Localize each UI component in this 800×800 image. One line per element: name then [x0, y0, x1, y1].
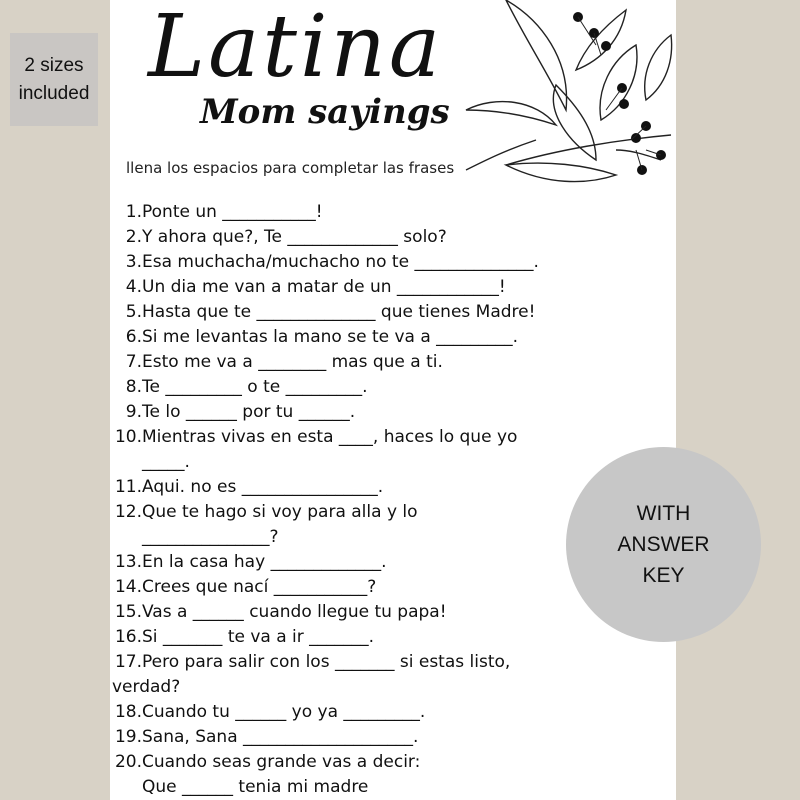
question-row: 8.Te _________ o te _________. — [125, 377, 368, 397]
question-row: 20.Cuando seas grande vas a decir: — [114, 752, 421, 772]
subtitle-instructions: llena los espacios para completar las frases — [126, 159, 455, 177]
question-row: 15.Vas a ______ cuando llegue tu papa! — [114, 602, 447, 622]
title-latina: Latina — [148, 0, 444, 97]
answer-key-line2: ANSWER — [617, 533, 710, 556]
question-row: 5.Hasta que te ______________ que tienes Madre! — [125, 302, 536, 322]
answer-key-badge — [566, 447, 761, 642]
question-continuation: _____. — [142, 452, 190, 472]
question-row: 9.Te lo ______ por tu ______. — [125, 402, 356, 422]
question-continuation: verdad? — [112, 677, 181, 697]
sizes-included-badge — [10, 33, 98, 126]
question-row: 4.Un dia me van a matar de un ____________! — [125, 277, 506, 297]
question-continuation: Que ______ tenia mi madre — [142, 777, 369, 797]
question-row: 12.Que te hago si voy para alla y lo — [114, 502, 418, 522]
question-row: 14.Crees que nací ___________? — [114, 577, 377, 597]
title-mom-sayings: Mom sayings — [200, 92, 450, 132]
question-row: 10.Mientras vivas en esta ____, haces lo que yo — [114, 427, 518, 447]
question-row: 19.Sana, Sana ____________________. — [114, 727, 419, 747]
sizes-badge-line1: 2 sizes — [24, 54, 84, 76]
question-row: 3.Esa muchacha/muchacho no te ______________. — [125, 252, 539, 272]
question-row: 2.Y ahora que?, Te _____________ solo? — [125, 227, 447, 247]
question-row: 6.Si me levantas la mano se te va a _________. — [125, 327, 519, 347]
question-continuation: _______________? — [142, 527, 279, 547]
leaf-branch-illustration — [446, 0, 676, 200]
question-row: 18.Cuando tu ______ yo ya _________. — [114, 702, 426, 722]
answer-key-line3: KEY — [642, 564, 685, 587]
sizes-badge-line2: included — [18, 82, 90, 104]
question-row: 1.Ponte un ___________! — [125, 202, 323, 222]
question-row: 16.Si _______ te va a ir _______. — [114, 627, 375, 647]
worksheet — [110, 0, 676, 800]
answer-key-line1: WITH — [636, 502, 691, 525]
question-row: 11.Aqui. no es ________________. — [114, 477, 384, 497]
question-row: 7.Esto me va a ________ mas que a ti. — [125, 352, 443, 372]
question-row: 17.Pero para salir con los _______ si estas listo, — [114, 652, 511, 672]
question-row: 13.En la casa hay _____________. — [114, 552, 387, 572]
